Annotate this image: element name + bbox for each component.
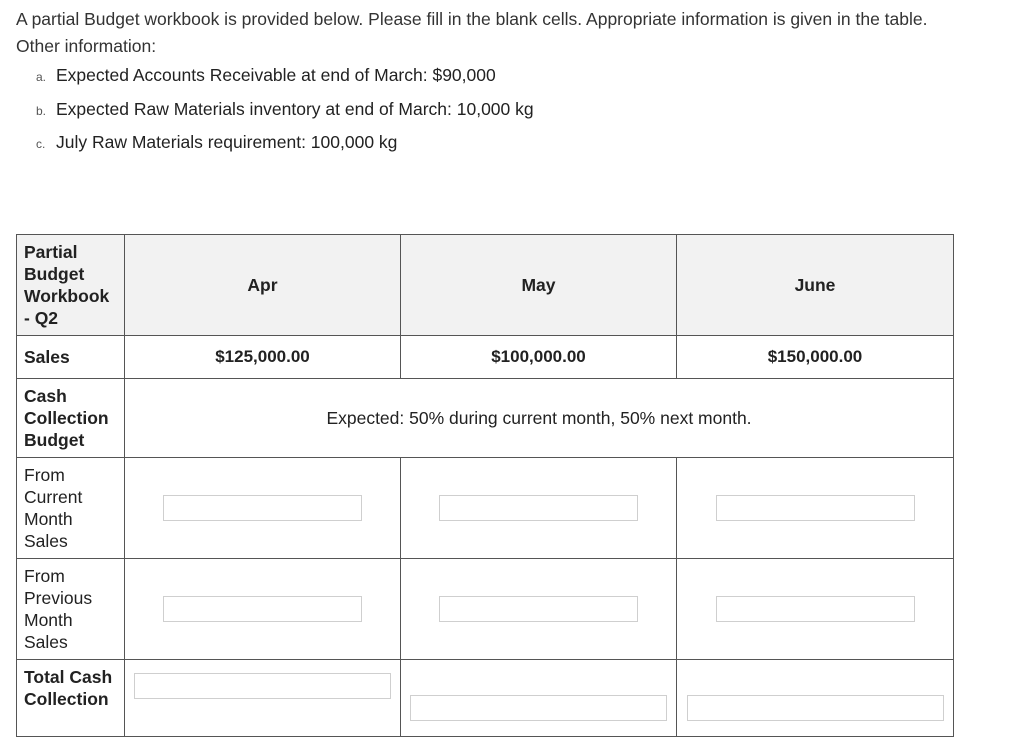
input-total-june[interactable] bbox=[687, 695, 944, 721]
info-item-b bbox=[36, 99, 534, 133]
cash-collection-label: Cash Collection Budget bbox=[17, 379, 125, 458]
sales-row bbox=[17, 336, 954, 379]
sales-may: $100,000.00 bbox=[401, 336, 677, 379]
list-marker: b. bbox=[36, 103, 47, 118]
previous-month-row bbox=[17, 559, 954, 660]
input-total-may[interactable] bbox=[410, 695, 667, 721]
instruction-line: A partial Budget workbook is provided below. Please fill in the blank cells. Appropriate information is given in the table. bbox=[16, 9, 928, 29]
month-header-may: May bbox=[401, 235, 677, 336]
previous-month-label: From Previous Month Sales bbox=[17, 559, 125, 660]
collection-note: Expected: 50% during current month, 50% next month. bbox=[125, 379, 954, 458]
info-item-text: Expected Accounts Receivable at end of March: $90,000 bbox=[56, 65, 496, 85]
input-previous-june[interactable] bbox=[716, 596, 915, 622]
info-item-a bbox=[36, 65, 534, 99]
sales-apr: $125,000.00 bbox=[125, 336, 401, 379]
input-current-apr[interactable] bbox=[163, 495, 362, 521]
month-header-apr: Apr bbox=[125, 235, 401, 336]
table-corner-label: Partial Budget Workbook - Q2 bbox=[17, 235, 125, 336]
cash-collection-row bbox=[17, 379, 954, 458]
total-label: Total Cash Collection bbox=[17, 660, 125, 737]
month-header-june: June bbox=[677, 235, 954, 336]
info-item-c bbox=[36, 132, 534, 166]
sales-june: $150,000.00 bbox=[677, 336, 954, 379]
info-item-text: Expected Raw Materials inventory at end of March: 10,000 kg bbox=[56, 98, 534, 119]
list-marker: c. bbox=[36, 137, 46, 151]
total-row bbox=[17, 660, 954, 737]
other-information-label: Other information: bbox=[16, 36, 157, 56]
info-list bbox=[36, 65, 534, 166]
input-previous-apr[interactable] bbox=[163, 596, 362, 622]
info-item-text: July Raw Materials requirement: 100,000 kg bbox=[56, 132, 398, 152]
input-total-apr[interactable] bbox=[134, 673, 391, 699]
instructions bbox=[16, 6, 1016, 60]
header-row bbox=[17, 235, 954, 336]
input-previous-may[interactable] bbox=[439, 596, 638, 622]
current-month-label: From Current Month Sales bbox=[17, 458, 125, 559]
input-current-may[interactable] bbox=[439, 495, 638, 521]
budget-workbook-table bbox=[16, 234, 954, 737]
input-current-june[interactable] bbox=[716, 495, 915, 521]
current-month-row bbox=[17, 458, 954, 559]
sales-label: Sales bbox=[17, 336, 125, 379]
list-marker: a. bbox=[36, 70, 47, 84]
